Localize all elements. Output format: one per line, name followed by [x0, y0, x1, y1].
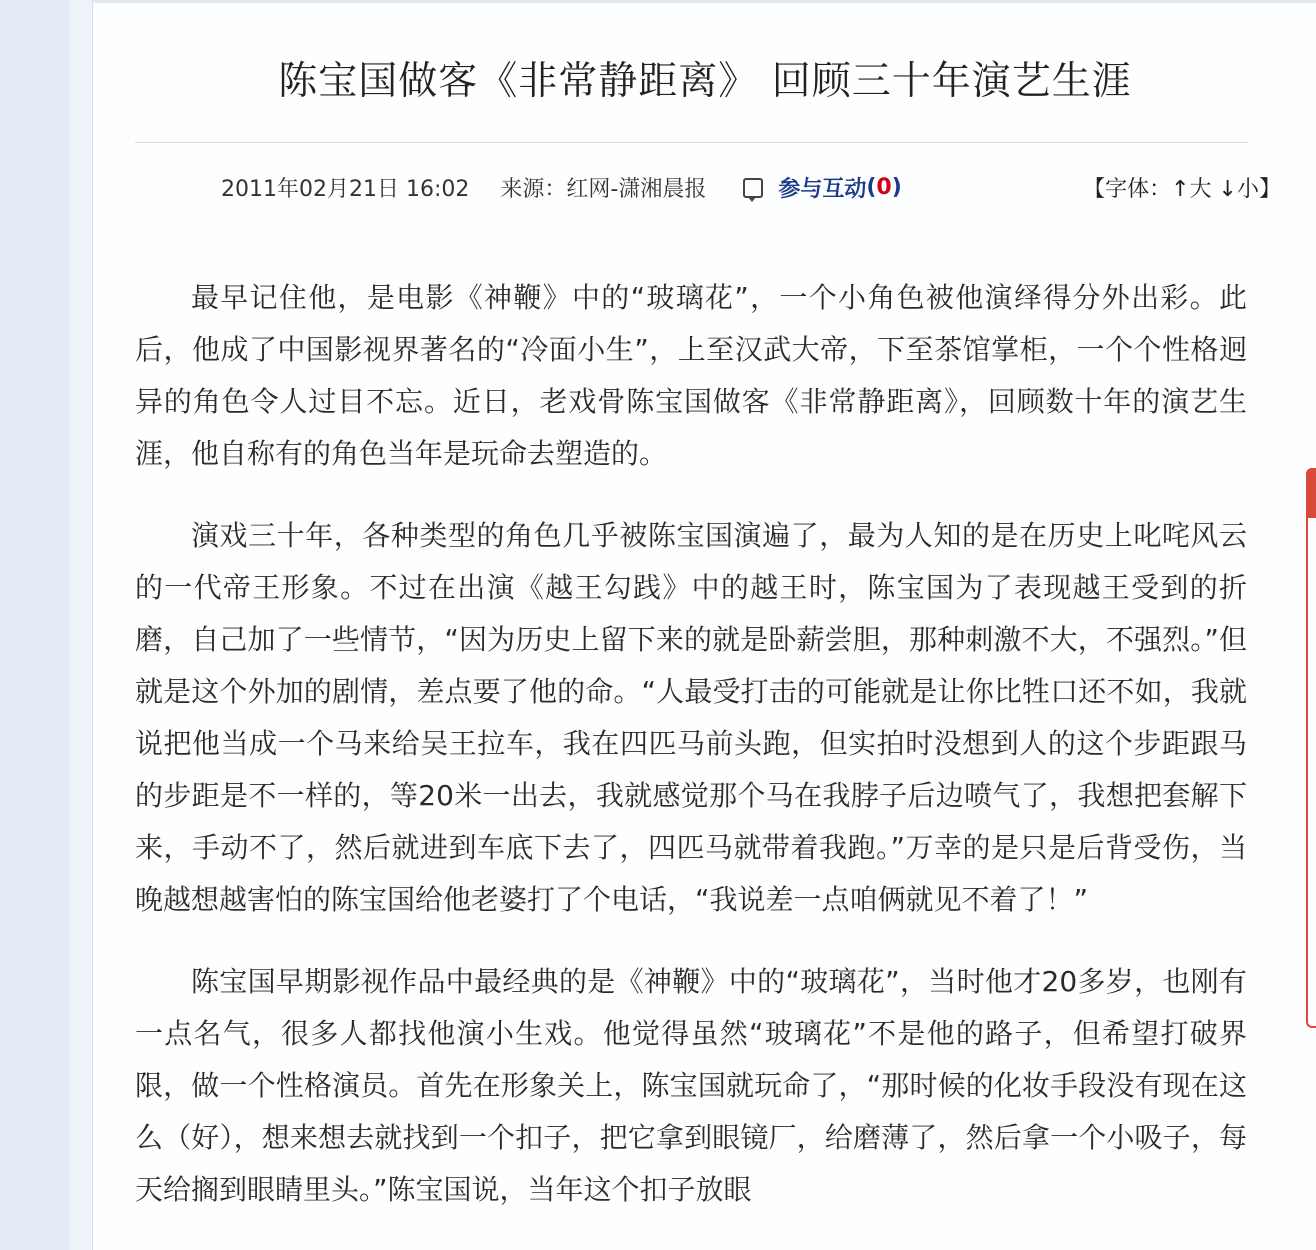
font-label: 【字体：: [1083, 177, 1172, 202]
title-divider: [135, 142, 1248, 143]
paragraph: 陈宝国早期影视作品中最经典的是《神鞭》中的“玻璃花”，当时他才20多岁，也刚有一点名气，很多人都找他演小生戏。他觉得虽然“玻璃花”不是他的路子，但希望打破界限，做一个性格演员。首先在形象关上，陈宝国就玩命了，“那时候的化妆手段没有现在这么（好），想来想去就找到一个扣子，把它拿到眼镜厂，给磨薄了，然后拿一个小吸子，每天给搁到眼睛里头。”陈宝国说，当年这个扣子放眼: [135, 965, 1247, 1206]
comment-count: 0: [876, 175, 892, 200]
article-body: [135, 272, 1247, 1246]
paragraph: 演戏三十年，各种类型的角色几乎被陈宝国演遍了，最为人知的是在历史上叱咤风云的一代帝王形象。不过在出演《越王勾践》中的越王时，陈宝国为了表现越王受到的折磨，自己加了一些情节，“因为历史上留下来的就是卧薪尝胆，那种刺激不大，不强烈。”但就是这个外加的剧情，差点要了他的命。“人最受打击的可能就是让你比牲口还不如，我就说把他当成一个马来给吴王拉车，我在四匹马前头跑，但实拍时没想到人的这个步距跟马的步距是不一样的，等20米一出去，我就感觉那个马在我脖子后边喷气了，我想把套解下来，手动不了，然后就进到车底下去了，四匹马就带着我跑。”万幸的是只是后背受伤，当晚越想越害怕的陈宝国给他老婆打了个电话，“我说差一点咱俩就见不着了！”: [135, 519, 1247, 916]
publish-date: 2011年02月21日 16:02: [221, 177, 470, 202]
font-label-end: 】: [1258, 177, 1281, 202]
font-small-button[interactable]: ↓小: [1218, 177, 1259, 202]
article-title: 陈宝国做客《非常静距离》 回顾三十年演艺生涯: [278, 59, 1132, 104]
article-source: 来源：红网-潇湘晨报: [500, 177, 707, 202]
side-float-tab[interactable]: [1306, 468, 1316, 1028]
article-page: [92, 0, 1316, 1250]
left-gutter: [70, 0, 92, 1250]
top-divider: [93, 0, 1316, 3]
font-large-button[interactable]: ↑大: [1171, 177, 1212, 202]
article-meta: [221, 172, 1281, 208]
side-float-tab-header[interactable]: [1306, 468, 1316, 518]
comment-icon[interactable]: [743, 178, 763, 198]
interact-link[interactable]: 参与互动(0): [778, 172, 901, 203]
font-size-control: [1083, 172, 1281, 203]
left-sidebar: [0, 0, 70, 1250]
interact-label[interactable]: 参与互动: [778, 177, 867, 202]
paragraph: 最早记住他，是电影《神鞭》中的“玻璃花”，一个小角色被他演绎得分外出彩。此后，他成了中国影视界著名的“冷面小生”，上至汉武大帝，下至茶馆掌柜，一个个性格迥异的角色令人过目不忘。近日，老戏骨陈宝国做客《非常静距离》，回顾数十年的演艺生涯，他自称有的角色当年是玩命去塑造的。: [135, 281, 1247, 470]
